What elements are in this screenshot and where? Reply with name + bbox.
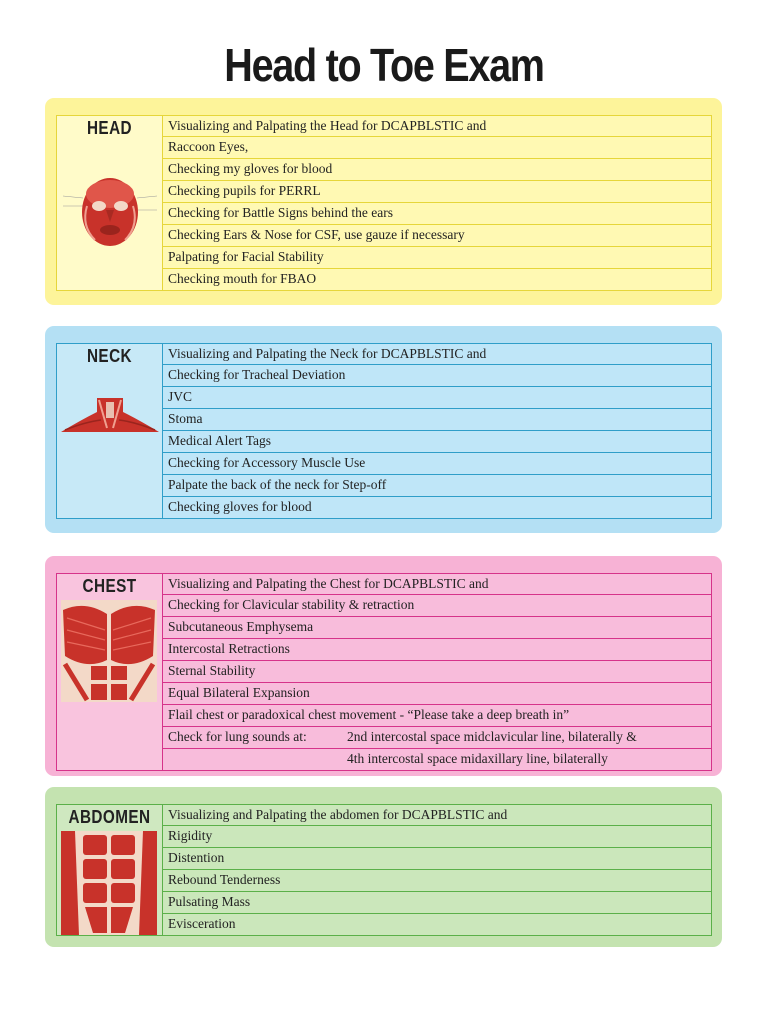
table-row: Checking Ears & Nose for CSF, use gauze if necessary [162,225,712,247]
table-row: Pulsating Mass [162,892,712,914]
head-panel [56,115,712,291]
neck-muscle-illustration [61,398,159,432]
table-row: Evisceration [162,914,712,936]
table-row: JVC [162,387,712,409]
head-section [45,98,722,305]
table-row: Checking my gloves for blood [162,159,712,181]
table-row: Sternal Stability [162,661,712,683]
abdomen-label: ABDOMEN [68,807,151,827]
head-muscle-illustration [61,176,159,248]
table-row: Checking mouth for FBAO [162,269,712,291]
table-row: Raccoon Eyes, [162,137,712,159]
table-row: Checking gloves for blood [162,497,712,519]
head-label: HEAD [86,118,133,138]
chest-section [45,556,722,776]
table-row: Subcutaneous Emphysema [162,617,712,639]
chest-rows [162,573,712,771]
table-row: Checking for Accessory Muscle Use [162,453,712,475]
table-row: Rigidity [162,826,712,848]
lung-sounds-label: Check for lung sounds at: [168,729,307,744]
lung-sounds-row-continued [162,749,712,771]
neck-panel [56,343,712,519]
chest-label: CHEST [82,576,137,596]
head-rows [162,115,712,291]
chest-label-cell [56,573,162,771]
abdomen-panel [56,804,712,936]
neck-section [45,326,722,533]
neck-rows [162,343,712,519]
neck-label-cell [56,343,162,519]
table-row: Checking for Tracheal Deviation [162,365,712,387]
table-row: Palpating for Facial Stability [162,247,712,269]
head-label-cell [56,115,162,291]
table-row: Rebound Tenderness [162,870,712,892]
abdomen-muscle-illustration [61,831,157,935]
abdomen-label-cell [56,804,162,936]
abdomen-rows [162,804,712,936]
table-row: Palpate the back of the neck for Step-off [162,475,712,497]
lung-sounds-location-1: 2nd intercostal space midclavicular line, bilaterally & [347,729,637,744]
table-row: Checking for Clavicular stability & retraction [162,595,712,617]
table-row: Visualizing and Palpating the Chest for DCAPBLSTIC and [162,573,712,595]
table-row: Visualizing and Palpating the Head for DCAPBLSTIC and [162,115,712,137]
table-row: Checking pupils for PERRL [162,181,712,203]
chest-muscle-illustration [61,600,157,702]
table-row: Checking for Battle Signs behind the ears [162,203,712,225]
table-row: Visualizing and Palpating the abdomen for DCAPBLSTIC and [162,804,712,826]
table-row: Medical Alert Tags [162,431,712,453]
neck-label: NECK [86,346,133,366]
table-row: Equal Bilateral Expansion [162,683,712,705]
table-row: Flail chest or paradoxical chest movement - “Please take a deep breath in” [162,705,712,727]
table-row: Intercostal Retractions [162,639,712,661]
table-row: Distention [162,848,712,870]
lung-sounds-row [162,727,712,749]
chest-panel [56,573,712,771]
page-title: Head to Toe Exam [224,39,544,91]
table-row: Stoma [162,409,712,431]
table-row: Visualizing and Palpating the Neck for DCAPBLSTIC and [162,343,712,365]
lung-sounds-location-2: 4th intercostal space midaxillary line, bilaterally [347,751,608,766]
abdomen-section [45,787,722,947]
